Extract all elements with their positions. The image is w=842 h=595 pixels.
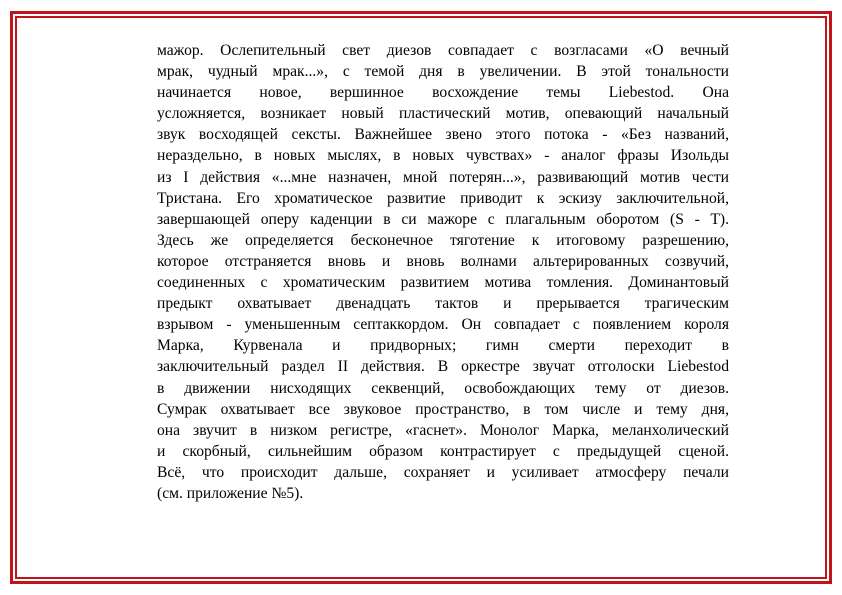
text-line: мрак, чудный мрак...», с темой дня в увеличении. В этой тональности xyxy=(157,63,729,81)
text-line: взрывом - уменьшенным септаккордом. Он совпадает с появлением короля xyxy=(157,316,729,334)
text-line: завершающей оперу каденции в си мажоре с плагальным оборотом (S - T). xyxy=(157,210,729,228)
text-line: предыкт охватывает двенадцать тактов и прерывается трагическим xyxy=(157,295,729,313)
text-line: Тристана. Его хроматическое развитие приводит к эскизу заключительной, xyxy=(157,189,729,207)
text-line: Сумрак охватывает все звуковое пространство, в том числе и тему дня, xyxy=(157,400,729,418)
text-line: усложняется, возникает новый пластический мотив, опевающий начальный xyxy=(157,105,729,123)
text-line: Марка, Курвенала и придворных; гимн смерти переходит в xyxy=(157,337,729,355)
text-line: Здесь же определяется бесконечное тяготение к итоговому разрешению, xyxy=(157,231,729,249)
text-line: Всё, что происходит дальше, сохраняет и усиливает атмосферу печали xyxy=(157,463,729,481)
text-line: начинается новое, вершинное восхождение темы Liebestod. Она xyxy=(157,84,729,102)
text-line: соединенных с хроматическим развитием мотива томления. Доминантовый xyxy=(157,274,729,292)
text-line: она звучит в низком регистре, «гаснет». Монолог Марка, меланхолический xyxy=(157,421,729,439)
text-line: мажор. Ослепительный свет диезов совпадает с возгласами «О вечный xyxy=(157,42,729,59)
text-line: из I действия «...мне назначен, мной потерян...», развивающий мотив чести xyxy=(157,168,729,186)
text-line: которое отстраняется вновь и вновь волнами альтерированных созвучий, xyxy=(157,252,729,270)
text-line: в движении нисходящих секвенций, освобождающих тему от диезов. xyxy=(157,379,729,397)
text-line: и скорбный, сильнейшим образом контрастирует с предыдущей сценой. xyxy=(157,442,729,460)
text-line: заключительный раздел II действия. В оркестре звучат отголоски Liebestod xyxy=(157,358,729,376)
body-text xyxy=(157,40,729,504)
text-line: нераздельно, в новых мыслях, в новых чувствах» - аналог фразы Изольды xyxy=(157,147,729,165)
text-line: (см. приложение №5). xyxy=(157,484,304,502)
text-line: звук восходящей сексты. Важнейшее звено этого потока - «Без названий, xyxy=(157,126,729,144)
